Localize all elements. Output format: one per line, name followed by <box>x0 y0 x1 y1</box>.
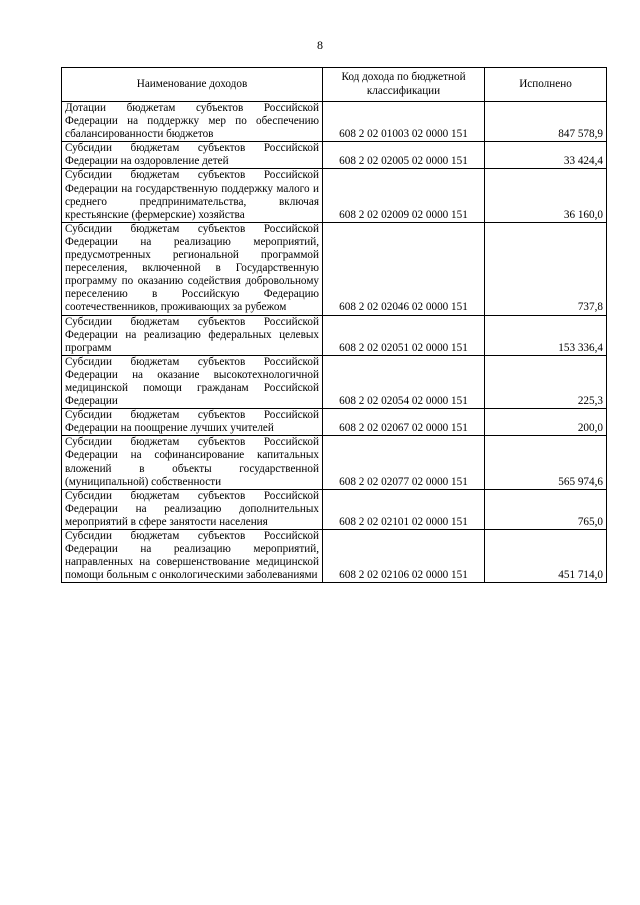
revenue-name-cell: Субсидии бюджетам субъектов Российской Федерации на реализацию федеральных целевых программ <box>62 315 323 355</box>
budget-code-cell: 608 2 02 02046 02 0000 151 <box>323 222 485 315</box>
revenue-name-cell: Субсидии бюджетам субъектов Российской Федерации на оказание высокотехнологичной медицинской помощи гражданам Российской Федерации <box>62 355 323 408</box>
revenue-name-cell: Субсидии бюджетам субъектов Российской Федерации на реализацию мероприятий, направленных на совершенствование медицинской помощи больным с онкологическими заболеваниями <box>62 530 323 583</box>
page-number: 8 <box>317 38 323 52</box>
revenue-name-cell: Субсидии бюджетам субъектов Российской Федерации на государственную поддержку малого и среднего предпринимательства, включая крестьянские (фермерские) хозяйства <box>62 169 323 222</box>
header-executed-amount: Исполнено <box>485 68 607 102</box>
header-revenue-name: Наименование доходов <box>62 68 323 102</box>
budget-code-cell: 608 2 02 02009 02 0000 151 <box>323 169 485 222</box>
revenue-name-cell: Субсидии бюджетам субъектов Российской Федерации на поощрение лучших учителей <box>62 409 323 436</box>
table-row <box>62 169 607 222</box>
budget-code-cell: 608 2 02 02077 02 0000 151 <box>323 436 485 489</box>
budget-code-cell: 608 2 02 02051 02 0000 151 <box>323 315 485 355</box>
table-row <box>62 315 607 355</box>
budget-code-cell: 608 2 02 02054 02 0000 151 <box>323 355 485 408</box>
executed-amount-cell: 451 714,0 <box>485 530 607 583</box>
table-row <box>62 530 607 583</box>
revenue-name-cell: Дотации бюджетам субъектов Российской Федерации на поддержку мер по обеспечению сбалансированности бюджетов <box>62 102 323 142</box>
table-row <box>62 102 607 142</box>
table-header-row <box>62 68 607 102</box>
executed-amount-cell: 737,8 <box>485 222 607 315</box>
revenue-name-cell: Субсидии бюджетам субъектов Российской Федерации на оздоровление детей <box>62 142 323 169</box>
executed-amount-cell: 153 336,4 <box>485 315 607 355</box>
table-row <box>62 489 607 529</box>
executed-amount-cell: 847 578,9 <box>485 102 607 142</box>
revenue-name-cell: Субсидии бюджетам субъектов Российской Федерации на софинансирование капитальных вложений в объекты государственной (муниципальной) собственности <box>62 436 323 489</box>
table-row <box>62 142 607 169</box>
budget-code-cell: 608 2 02 02101 02 0000 151 <box>323 489 485 529</box>
revenue-name-cell: Субсидии бюджетам субъектов Российской Федерации на реализацию мероприятий, предусмотренных региональной программой переселения, включенной в Государственную программу по оказанию содействия добровольному переселению в Российскую Федерацию соотечественников, проживающих за рубежом <box>62 222 323 315</box>
executed-amount-cell: 33 424,4 <box>485 142 607 169</box>
revenue-name-cell: Субсидии бюджетам субъектов Российской Федерации на реализацию дополнительных мероприятий в сфере занятости населения <box>62 489 323 529</box>
table-row <box>62 409 607 436</box>
executed-amount-cell: 565 974,6 <box>485 436 607 489</box>
header-budget-code: Код дохода по бюджетной классификации <box>323 68 485 102</box>
executed-amount-cell: 225,3 <box>485 355 607 408</box>
executed-amount-cell: 36 160,0 <box>485 169 607 222</box>
revenue-table <box>61 67 607 583</box>
budget-code-cell: 608 2 02 01003 02 0000 151 <box>323 102 485 142</box>
budget-code-cell: 608 2 02 02067 02 0000 151 <box>323 409 485 436</box>
table-row <box>62 436 607 489</box>
executed-amount-cell: 200,0 <box>485 409 607 436</box>
table-row <box>62 222 607 315</box>
budget-code-cell: 608 2 02 02005 02 0000 151 <box>323 142 485 169</box>
table-row <box>62 355 607 408</box>
budget-code-cell: 608 2 02 02106 02 0000 151 <box>323 530 485 583</box>
executed-amount-cell: 765,0 <box>485 489 607 529</box>
